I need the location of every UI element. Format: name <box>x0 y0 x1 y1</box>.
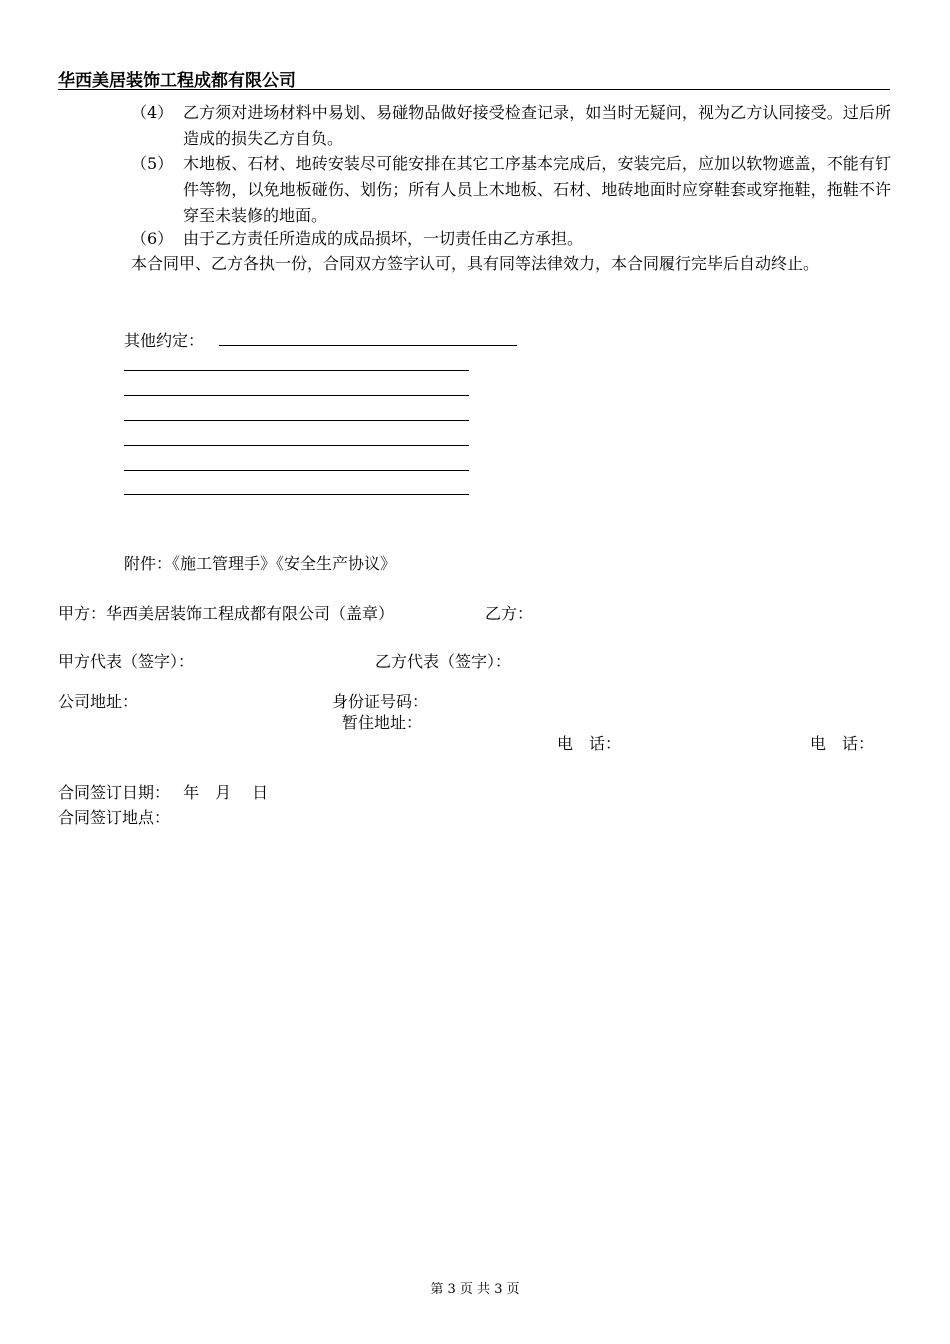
phone-label-b: 电 话： <box>810 734 875 753</box>
party-b-label: 乙方： <box>485 604 534 623</box>
signing-date-label: 合同签订日期： 年 月 日 <box>58 783 269 802</box>
other-agreement-label: 其他约定： <box>124 331 205 350</box>
attachment-line: 附件：《施工管理手》《安全生产协议》 <box>124 554 397 573</box>
header-company-name: 华西美居装饰工程成都有限公司 <box>58 71 296 91</box>
clause-6 <box>131 226 891 252</box>
fill-in-line[interactable] <box>124 445 469 446</box>
clause-text: 由于乙方责任所造成的成品损坏，一切责任由乙方承担。 <box>183 229 584 248</box>
temporary-address-label: 暂住地址： <box>342 713 423 732</box>
signing-place-label: 合同签订地点： <box>58 808 171 827</box>
party-b-representative-label: 乙方代表（签字）： <box>375 652 512 671</box>
clause-5 <box>131 151 891 229</box>
header-divider <box>58 89 890 90</box>
fill-in-line[interactable] <box>124 370 469 371</box>
fill-in-line[interactable] <box>124 420 469 421</box>
party-a-representative-label: 甲方代表（签字）： <box>58 652 195 671</box>
clause-number: （5） <box>131 154 174 173</box>
clause-number: （4） <box>131 103 174 122</box>
closing-paragraph: 本合同甲、乙方各执一份，合同双方签字认可，具有同等法律效力，本合同履行完毕后自动终止。 <box>131 254 820 273</box>
party-a-label: 甲方：华西美居装饰工程成都有限公司（盖章） <box>58 604 395 623</box>
fill-in-line[interactable] <box>124 470 469 471</box>
id-number-label: 身份证号码： <box>332 692 429 711</box>
fill-in-line[interactable] <box>219 345 517 346</box>
fill-in-line[interactable] <box>124 494 469 495</box>
page-number: 第 3 页 共 3 页 <box>430 1282 520 1297</box>
phone-label-a: 电 话： <box>557 734 622 753</box>
clause-text: 木地板、石材、地砖安装尽可能安排在其它工序基本完成后，安装完后，应加以软物遮盖，不能有钉件等物，以免地板碰伤、划伤；所有人员上木地板、石材、地砖地面时应穿鞋套或穿拖鞋，拖鞋不许穿至未装修的地面。 <box>183 154 891 225</box>
clause-number: （6） <box>131 229 174 248</box>
clause-4 <box>131 100 891 152</box>
clause-text: 乙方须对进场材料中易划、易碰物品做好接受检查记录，如当时无疑问，视为乙方认同接受。过后所造成的损失乙方自负。 <box>183 103 891 148</box>
fill-in-line[interactable] <box>124 395 469 396</box>
company-address-label: 公司地址： <box>58 692 139 711</box>
